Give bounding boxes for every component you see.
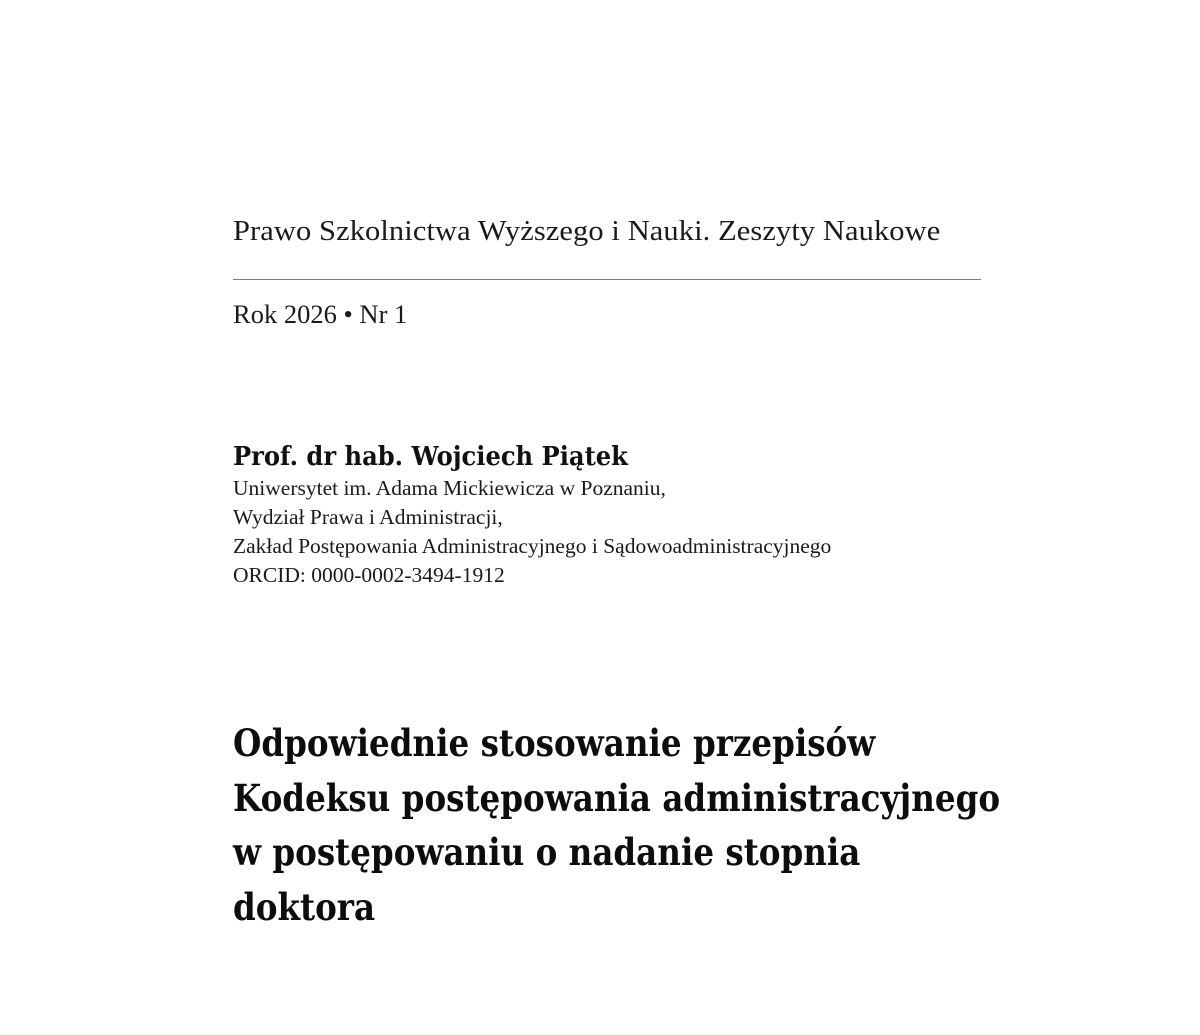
article-title-line: doktora [233, 884, 376, 929]
author-block [233, 440, 831, 590]
affiliation-university: Uniwersytet im. Adama Mickiewicza w Poznaniu, [233, 476, 666, 500]
author-name: Prof. dr hab. Wojciech Piątek [233, 442, 628, 472]
author-orcid: ORCID: 0000-0002-3494-1912 [233, 563, 505, 587]
journal-title: Prawo Szkolnictwa Wyższego i Nauki. Zeszyty Naukowe [233, 215, 941, 247]
article-title-line: Odpowiednie stosowanie przepisów [233, 721, 876, 765]
issue-info: Rok 2026 • Nr 1 [233, 300, 408, 329]
article-title [233, 716, 1105, 934]
header-divider [233, 279, 981, 280]
article-title-line: Kodeksu postępowania administracyjnego [233, 775, 1001, 820]
affiliation-department: Zakład Postępowania Administracyjnego i Sądowoadministracyjnego [233, 534, 832, 558]
article-title-line: w postępowaniu o nadanie stopnia [233, 830, 861, 874]
affiliation-faculty: Wydział Prawa i Administracji, [233, 505, 503, 529]
